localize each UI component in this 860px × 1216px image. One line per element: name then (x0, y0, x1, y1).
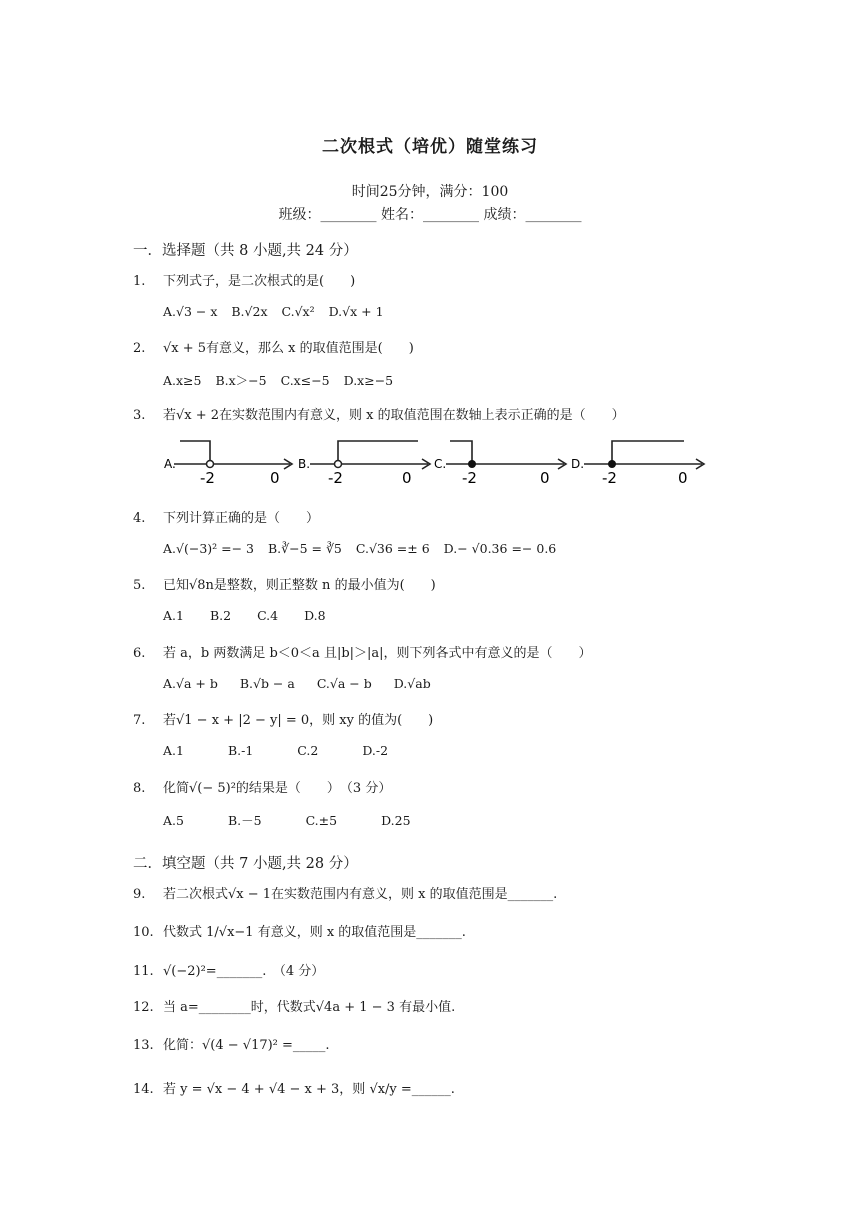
question-11 (133, 960, 324, 979)
option-c: C.√x² (281, 304, 315, 319)
question-stem: 若√1 − x + |2 − y| = 0，则 xy 的值为( ) (163, 713, 434, 728)
option-b: B.2 (209, 608, 232, 623)
option-b-label: B. (298, 457, 311, 471)
option-d: D.25 (381, 813, 411, 828)
option-a: A.1 (163, 608, 184, 623)
student-info: 班级：________ 姓名：________ 成绩：________ (278, 207, 582, 223)
question-14 (133, 1078, 455, 1097)
question-stem: 当 a=________时，代数式√4a + 1 − 3 有最小值. (163, 1000, 456, 1015)
option-c: C.√a − b (316, 676, 372, 691)
question-stem: 已知√8n是整数，则正整数 n 的最小值为( ) (163, 578, 436, 593)
question-7 (133, 709, 433, 728)
question-number: 1. (133, 274, 146, 289)
question-stem: 代数式 1/√x−1 有意义，则 x 的取值范围是_______. (163, 925, 466, 940)
svg-text:0: 0 (270, 469, 280, 487)
option-d: D.√ab (393, 676, 431, 691)
option-c: C.x≤−5 (280, 373, 330, 388)
question-stem: 下列计算正确的是（ ） (163, 511, 320, 526)
option-a: A.x≥5 (163, 373, 202, 388)
question-number: 9. (133, 887, 146, 902)
option-c: C.±5 (305, 813, 338, 828)
options-2 (163, 371, 403, 389)
question-number: 4. (133, 511, 146, 526)
option-d: D.8 (304, 608, 326, 623)
option-b: B.√2x (231, 304, 268, 319)
question-stem: 化简√(− 5)²的结果是（ ） （3 分） (163, 781, 392, 796)
option-c: C.4 (257, 608, 279, 623)
question-stem: √x + 5有意义，那么 x 的取值范围是( ) (163, 341, 414, 356)
question-stem: 若√x + 2在实数范围内有意义，则 x 的取值范围在数轴上表示正确的是（ ） (163, 408, 625, 423)
question-number: 10. (133, 925, 154, 940)
option-b: B.-1 (227, 743, 254, 758)
option-c: C.2 (297, 743, 319, 758)
number-line-b (310, 441, 430, 487)
svg-text:-2: -2 (462, 469, 477, 487)
svg-text:0: 0 (678, 469, 688, 487)
options-6 (163, 676, 441, 691)
question-number: 13. (133, 1038, 154, 1053)
option-b: B.x＞−5 (215, 373, 267, 388)
option-d: D.x≥−5 (343, 373, 394, 388)
question-number: 12. (133, 1000, 154, 1015)
options-5 (163, 608, 336, 623)
question-number: 5. (133, 578, 146, 593)
question-stem: 若二次根式√x − 1在实数范围内有意义，则 x 的取值范围是_______. (163, 887, 558, 902)
question-6 (133, 642, 592, 661)
question-stem: 若 a，b 两数满足 b＜0＜a 且|b|＞|a|，则下列各式中有意义的是（ ） (163, 646, 592, 661)
option-b: B.－5 (227, 813, 262, 828)
question-10 (133, 921, 466, 940)
question-number: 11. (133, 964, 154, 979)
options-4 (163, 541, 566, 556)
option-b: B.∛−5 = ∛5 (268, 541, 342, 556)
question-number: 6. (133, 646, 146, 661)
time-info: 时间25分钟，满分：100 (351, 184, 509, 200)
option-d: D.− √0.36 =− 0.6 (443, 541, 557, 556)
options-1 (163, 304, 394, 319)
question-number: 2. (133, 341, 146, 356)
question-number: 3. (133, 408, 146, 423)
number-line-a (174, 441, 292, 487)
question-stem: √(−2)²=_______. （4 分） (163, 964, 325, 979)
question-stem: 若 y = √x − 4 + √4 − x + 3，则 √x/y =______. (163, 1082, 455, 1097)
option-a: A.1 (163, 743, 184, 758)
svg-text:-2: -2 (328, 469, 343, 487)
question-number: 8. (133, 781, 146, 796)
number-line-d (584, 441, 704, 487)
question-number: 7. (133, 713, 146, 728)
question-2 (133, 337, 414, 356)
question-4 (133, 507, 319, 526)
option-a: A.√(−3)² =− 3 (163, 541, 255, 556)
option-a: A.5 (163, 813, 184, 828)
question-1 (133, 270, 355, 289)
svg-text:0: 0 (402, 469, 412, 487)
option-c-label: C. (434, 457, 447, 471)
section-heading: 一．选择题（共 8 小题,共 24 分） (133, 243, 358, 259)
question-number: 14. (133, 1082, 154, 1097)
svg-text:0: 0 (540, 469, 550, 487)
question-13 (133, 1034, 330, 1053)
question-5 (133, 574, 436, 593)
option-d-label: D. (571, 457, 585, 471)
option-a: A.√a + b (163, 676, 218, 691)
options-8 (163, 811, 421, 829)
option-b: B.√b − a (239, 676, 295, 691)
question-12 (133, 996, 455, 1015)
question-9 (133, 883, 557, 902)
section-heading: 二．填空题（共 7 小题,共 28 分） (133, 856, 358, 872)
question-stem: 化简：√(4 − √17)² =_____. (163, 1038, 330, 1053)
svg-text:-2: -2 (200, 469, 215, 487)
number-line-c (446, 441, 566, 487)
page-title: 二次根式（培优）随堂练习 (322, 137, 538, 157)
options-7 (163, 743, 398, 758)
option-c: C.√36 =± 6 (355, 541, 430, 556)
option-a: A.√3 − x (163, 304, 218, 319)
option-d: D.-2 (362, 743, 389, 758)
question-stem: 下列式子，是二次根式的是( ) (163, 274, 356, 289)
question-8 (133, 777, 391, 796)
question-3 (133, 404, 625, 423)
option-a-label: A. (164, 457, 176, 471)
svg-text:-2: -2 (602, 469, 617, 487)
option-d: D.√x + 1 (328, 304, 384, 319)
number-line-options (160, 432, 720, 488)
